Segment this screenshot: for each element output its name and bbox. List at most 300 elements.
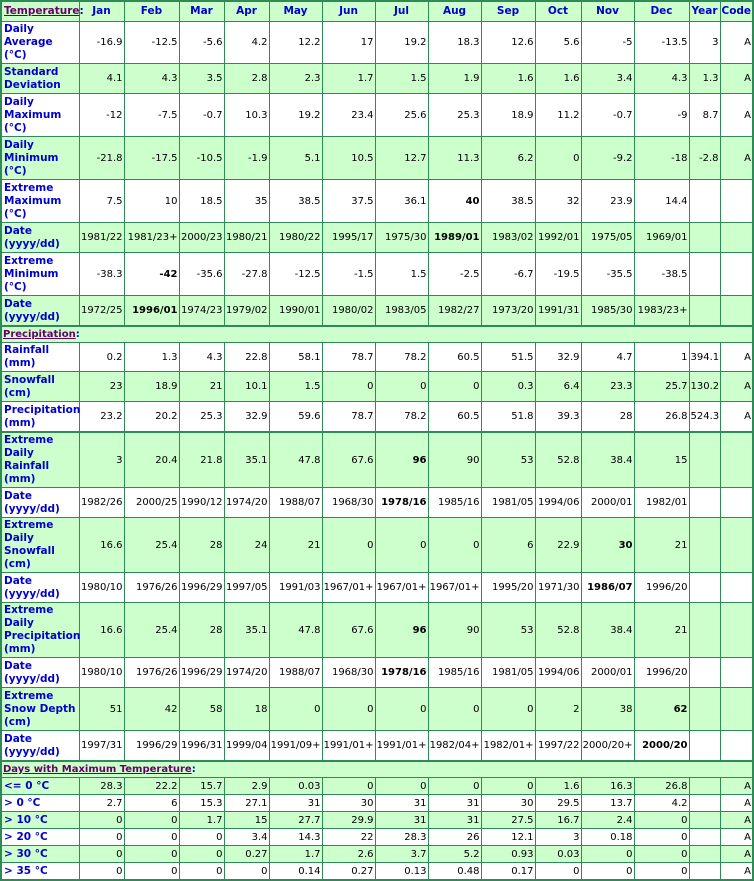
value-cell: 1991/01+ xyxy=(322,731,375,762)
value-cell: 0 xyxy=(322,778,375,795)
value-cell: 51 xyxy=(79,688,124,731)
value-cell: 1976/26 xyxy=(124,573,179,603)
year-cell xyxy=(689,603,720,658)
value-cell: 1.3 xyxy=(124,343,179,372)
year-cell xyxy=(689,863,720,881)
value-cell: 2000/23 xyxy=(179,223,224,253)
value-cell: 0 xyxy=(375,372,428,402)
value-cell: 3.5 xyxy=(179,64,224,94)
value-cell: 52.8 xyxy=(535,603,581,658)
table-row xyxy=(1,829,753,846)
value-cell: 1980/10 xyxy=(79,658,124,688)
value-cell: 29.9 xyxy=(322,812,375,829)
value-cell: 37.5 xyxy=(322,180,375,223)
row-label: Daily Average (°C) xyxy=(1,22,79,64)
year-cell xyxy=(689,488,720,518)
value-cell: 25.4 xyxy=(124,603,179,658)
value-cell: 0 xyxy=(79,812,124,829)
value-cell: 1982/27 xyxy=(428,296,481,327)
value-cell: 19.2 xyxy=(375,22,428,64)
value-cell: 12.6 xyxy=(481,22,535,64)
value-cell: 67.6 xyxy=(322,603,375,658)
code-cell: A xyxy=(720,402,753,433)
row-label: Date (yyyy/dd) xyxy=(1,573,79,603)
table-row xyxy=(1,343,753,372)
value-cell: 14.4 xyxy=(634,180,689,223)
value-cell: -9.2 xyxy=(581,137,634,180)
value-cell: 1973/20 xyxy=(481,296,535,327)
value-cell: 1980/21 xyxy=(224,223,269,253)
table-row xyxy=(1,64,753,94)
value-cell: 0 xyxy=(634,863,689,881)
code-cell xyxy=(720,658,753,688)
days-max-temperature-link[interactable]: Days with Maximum Temperature xyxy=(3,764,192,775)
value-cell: 58 xyxy=(179,688,224,731)
value-cell: 2.8 xyxy=(224,64,269,94)
value-cell: 5.1 xyxy=(269,137,322,180)
value-cell: 18.9 xyxy=(481,94,535,137)
table-row xyxy=(1,223,753,253)
value-cell: 0 xyxy=(428,518,481,573)
value-cell: 1978/16 xyxy=(375,658,428,688)
value-cell: 28 xyxy=(179,603,224,658)
year-cell: -2.8 xyxy=(689,137,720,180)
year-cell xyxy=(689,223,720,253)
value-cell: 0 xyxy=(322,372,375,402)
value-cell: 0 xyxy=(428,778,481,795)
value-cell: 0 xyxy=(481,778,535,795)
value-cell: 1994/06 xyxy=(535,658,581,688)
value-cell: 0 xyxy=(79,829,124,846)
value-cell: -5.6 xyxy=(179,22,224,64)
month-header-jan: Jan xyxy=(79,1,124,22)
value-cell: 32.9 xyxy=(224,402,269,433)
value-cell: 25.4 xyxy=(124,518,179,573)
section-precipitation xyxy=(1,326,753,343)
value-cell: 22 xyxy=(322,829,375,846)
value-cell: 52.8 xyxy=(535,432,581,488)
value-cell: 2000/20 xyxy=(634,731,689,762)
value-cell: -12.5 xyxy=(124,22,179,64)
value-cell: 11.3 xyxy=(428,137,481,180)
value-cell: 0 xyxy=(428,372,481,402)
value-cell: 1.5 xyxy=(375,64,428,94)
value-cell: 38.5 xyxy=(481,180,535,223)
month-header-may: May xyxy=(269,1,322,22)
value-cell: 1979/02 xyxy=(224,296,269,327)
value-cell: 30 xyxy=(481,795,535,812)
value-cell: 1980/02 xyxy=(322,296,375,327)
year-cell: 130.2 xyxy=(689,372,720,402)
temperature-link[interactable]: Temperature xyxy=(4,5,80,17)
value-cell: 0 xyxy=(269,688,322,731)
value-cell: 2000/25 xyxy=(124,488,179,518)
value-cell: 1.6 xyxy=(535,778,581,795)
value-cell: 1990/12 xyxy=(179,488,224,518)
value-cell: 23.4 xyxy=(322,94,375,137)
value-cell: 60.5 xyxy=(428,402,481,433)
value-cell: 31 xyxy=(428,812,481,829)
row-label: Precipitation (mm) xyxy=(1,402,79,433)
value-cell: 0.93 xyxy=(481,846,535,863)
value-cell: 17 xyxy=(322,22,375,64)
value-cell: 0 xyxy=(375,688,428,731)
row-label: Extreme Maximum (°C) xyxy=(1,180,79,223)
value-cell: 2.3 xyxy=(269,64,322,94)
year-cell xyxy=(689,432,720,488)
value-cell: 78.2 xyxy=(375,343,428,372)
code-cell xyxy=(720,296,753,327)
value-cell: 32 xyxy=(535,180,581,223)
table-row xyxy=(1,22,753,64)
value-cell: 1.5 xyxy=(375,253,428,296)
value-cell: 1971/30 xyxy=(535,573,581,603)
value-cell: 0 xyxy=(581,846,634,863)
value-cell: 4.1 xyxy=(79,64,124,94)
value-cell: 0 xyxy=(179,863,224,881)
year-cell xyxy=(689,731,720,762)
value-cell: 1996/29 xyxy=(124,731,179,762)
row-label: > 10 °C xyxy=(1,812,79,829)
row-label: <= 0 °C xyxy=(1,778,79,795)
value-cell: 1996/29 xyxy=(179,573,224,603)
value-cell: 3.4 xyxy=(224,829,269,846)
value-cell: 78.2 xyxy=(375,402,428,433)
value-cell: 16.6 xyxy=(79,518,124,573)
value-cell: 28.3 xyxy=(79,778,124,795)
value-cell: 16.6 xyxy=(79,603,124,658)
value-cell: 27.5 xyxy=(481,812,535,829)
code-cell: A xyxy=(720,795,753,812)
year-cell xyxy=(689,688,720,731)
value-cell: 18 xyxy=(224,688,269,731)
value-cell: -1.9 xyxy=(224,137,269,180)
table-row xyxy=(1,573,753,603)
code-cell xyxy=(720,573,753,603)
value-cell: 0 xyxy=(79,846,124,863)
table-row xyxy=(1,296,753,327)
value-cell: 0.17 xyxy=(481,863,535,881)
value-cell: 4.3 xyxy=(634,64,689,94)
value-cell: 21 xyxy=(269,518,322,573)
row-label: Extreme Daily Snowfall (cm) xyxy=(1,518,79,573)
value-cell: 0 xyxy=(124,846,179,863)
year-cell xyxy=(689,296,720,327)
value-cell: 1981/05 xyxy=(481,488,535,518)
code-cell xyxy=(720,731,753,762)
value-cell: 42 xyxy=(124,688,179,731)
value-cell: 1969/01 xyxy=(634,223,689,253)
value-cell: 59.6 xyxy=(269,402,322,433)
value-cell: 26.8 xyxy=(634,402,689,433)
value-cell: 20.4 xyxy=(124,432,179,488)
value-cell: 1983/05 xyxy=(375,296,428,327)
value-cell: 12.2 xyxy=(269,22,322,64)
colon: : xyxy=(79,5,84,17)
value-cell: 1996/29 xyxy=(179,658,224,688)
value-cell: 1.7 xyxy=(269,846,322,863)
value-cell: 26.8 xyxy=(634,778,689,795)
value-cell: 16.3 xyxy=(581,778,634,795)
month-header-mar: Mar xyxy=(179,1,224,22)
value-cell: 10.1 xyxy=(224,372,269,402)
value-cell: 3 xyxy=(535,829,581,846)
value-cell: 30 xyxy=(581,518,634,573)
header-row xyxy=(1,1,753,22)
table-row xyxy=(1,402,753,433)
value-cell: 1991/01+ xyxy=(375,731,428,762)
row-label: Daily Maximum (°C) xyxy=(1,94,79,137)
value-cell: 1967/01+ xyxy=(428,573,481,603)
value-cell: 3 xyxy=(79,432,124,488)
value-cell: 2000/01 xyxy=(581,488,634,518)
code-cell: A xyxy=(720,343,753,372)
row-label: Daily Minimum (°C) xyxy=(1,137,79,180)
value-cell: 0.03 xyxy=(535,846,581,863)
table-row xyxy=(1,372,753,402)
value-cell: 1983/23+ xyxy=(634,296,689,327)
value-cell: -35.6 xyxy=(179,253,224,296)
value-cell: 1968/30 xyxy=(322,658,375,688)
value-cell: 1982/26 xyxy=(79,488,124,518)
row-label: Extreme Daily Precipitation (mm) xyxy=(1,603,79,658)
value-cell: 1 xyxy=(634,343,689,372)
value-cell: 36.1 xyxy=(375,180,428,223)
row-label: Extreme Snow Depth (cm) xyxy=(1,688,79,731)
value-cell: -12 xyxy=(79,94,124,137)
section-row-precipitation xyxy=(1,326,753,343)
value-cell: 21 xyxy=(634,603,689,658)
value-cell: 0 xyxy=(322,688,375,731)
value-cell: 28 xyxy=(581,402,634,433)
value-cell: 1967/01+ xyxy=(375,573,428,603)
value-cell: 26 xyxy=(428,829,481,846)
value-cell: 27.1 xyxy=(224,795,269,812)
value-cell: 1981/22 xyxy=(79,223,124,253)
value-cell: 53 xyxy=(481,432,535,488)
value-cell: 22.2 xyxy=(124,778,179,795)
year-cell xyxy=(689,658,720,688)
value-cell: -13.5 xyxy=(634,22,689,64)
table-row xyxy=(1,94,753,137)
value-cell: 1985/30 xyxy=(581,296,634,327)
code-cell: A xyxy=(720,846,753,863)
value-cell: 21 xyxy=(634,518,689,573)
value-cell: 1991/31 xyxy=(535,296,581,327)
table-row xyxy=(1,488,753,518)
value-cell: 0 xyxy=(535,137,581,180)
value-cell: 1991/09+ xyxy=(269,731,322,762)
code-cell: A xyxy=(720,829,753,846)
value-cell: 1974/20 xyxy=(224,488,269,518)
value-cell: 0 xyxy=(224,863,269,881)
value-cell: -21.8 xyxy=(79,137,124,180)
value-cell: 35.1 xyxy=(224,603,269,658)
value-cell: -0.7 xyxy=(179,94,224,137)
value-cell: 18.5 xyxy=(179,180,224,223)
value-cell: 0 xyxy=(375,778,428,795)
value-cell: 0.2 xyxy=(79,343,124,372)
value-cell: 31 xyxy=(269,795,322,812)
value-cell: 2.9 xyxy=(224,778,269,795)
value-cell: 25.7 xyxy=(634,372,689,402)
row-label: Rainfall (mm) xyxy=(1,343,79,372)
value-cell: 1967/01+ xyxy=(322,573,375,603)
value-cell: 1988/07 xyxy=(269,488,322,518)
value-cell: 53 xyxy=(481,603,535,658)
value-cell: 1978/16 xyxy=(375,488,428,518)
value-cell: -42 xyxy=(124,253,179,296)
value-cell: 1997/22 xyxy=(535,731,581,762)
table-row xyxy=(1,731,753,762)
code-cell: A xyxy=(720,778,753,795)
value-cell: -38.5 xyxy=(634,253,689,296)
year-cell xyxy=(689,778,720,795)
value-cell: 1996/20 xyxy=(634,658,689,688)
month-header-feb: Feb xyxy=(124,1,179,22)
value-cell: 35 xyxy=(224,180,269,223)
value-cell: 1.7 xyxy=(179,812,224,829)
year-cell: 1.3 xyxy=(689,64,720,94)
code-cell: A xyxy=(720,137,753,180)
value-cell: -35.5 xyxy=(581,253,634,296)
value-cell: 4.7 xyxy=(581,343,634,372)
code-cell xyxy=(720,603,753,658)
value-cell: 12.7 xyxy=(375,137,428,180)
value-cell: 14.3 xyxy=(269,829,322,846)
value-cell: 0 xyxy=(481,688,535,731)
value-cell: 15 xyxy=(224,812,269,829)
code-header: Code xyxy=(720,1,753,22)
value-cell: 0.27 xyxy=(322,863,375,881)
value-cell: 4.3 xyxy=(124,64,179,94)
value-cell: 3.4 xyxy=(581,64,634,94)
value-cell: 2000/01 xyxy=(581,658,634,688)
value-cell: 1986/07 xyxy=(581,573,634,603)
value-cell: 4.2 xyxy=(224,22,269,64)
value-cell: 1981/23+ xyxy=(124,223,179,253)
month-header-dec: Dec xyxy=(634,1,689,22)
year-cell xyxy=(689,253,720,296)
value-cell: 0.18 xyxy=(581,829,634,846)
value-cell: 1995/17 xyxy=(322,223,375,253)
value-cell: 10 xyxy=(124,180,179,223)
table-row xyxy=(1,603,753,658)
value-cell: -6.7 xyxy=(481,253,535,296)
row-label: Extreme Minimum (°C) xyxy=(1,253,79,296)
value-cell: 10.3 xyxy=(224,94,269,137)
value-cell: 1982/01 xyxy=(634,488,689,518)
value-cell: 1981/05 xyxy=(481,658,535,688)
value-cell: 4.3 xyxy=(179,343,224,372)
row-label: Date (yyyy/dd) xyxy=(1,488,79,518)
value-cell: 0 xyxy=(634,829,689,846)
value-cell: 35.1 xyxy=(224,432,269,488)
value-cell: 78.7 xyxy=(322,343,375,372)
year-cell: 8.7 xyxy=(689,94,720,137)
value-cell: 15.3 xyxy=(179,795,224,812)
year-cell xyxy=(689,180,720,223)
value-cell: 12.1 xyxy=(481,829,535,846)
value-cell: 1975/05 xyxy=(581,223,634,253)
code-cell xyxy=(720,223,753,253)
value-cell: 2.4 xyxy=(581,812,634,829)
value-cell: 23.2 xyxy=(79,402,124,433)
value-cell: 23.9 xyxy=(581,180,634,223)
precipitation-link[interactable]: Precipitation xyxy=(3,329,76,340)
code-cell xyxy=(720,488,753,518)
value-cell: 0.48 xyxy=(428,863,481,881)
table-row xyxy=(1,846,753,863)
table-row xyxy=(1,253,753,296)
value-cell: 1.7 xyxy=(322,64,375,94)
value-cell: 1.6 xyxy=(535,64,581,94)
code-cell: A xyxy=(720,812,753,829)
year-cell: 3 xyxy=(689,22,720,64)
row-label: Date (yyyy/dd) xyxy=(1,296,79,327)
value-cell: -1.5 xyxy=(322,253,375,296)
table-row xyxy=(1,658,753,688)
row-label: Snowfall (cm) xyxy=(1,372,79,402)
value-cell: 28 xyxy=(179,518,224,573)
code-cell xyxy=(720,688,753,731)
year-cell xyxy=(689,846,720,863)
value-cell: 67.6 xyxy=(322,432,375,488)
value-cell: 1990/01 xyxy=(269,296,322,327)
value-cell: 78.7 xyxy=(322,402,375,433)
row-label: Standard Deviation xyxy=(1,64,79,94)
value-cell: 1974/23 xyxy=(179,296,224,327)
value-cell: 0.13 xyxy=(375,863,428,881)
value-cell: 25.6 xyxy=(375,94,428,137)
value-cell: 23.3 xyxy=(581,372,634,402)
row-label: > 0 °C xyxy=(1,795,79,812)
value-cell: 4.2 xyxy=(634,795,689,812)
row-label: Date (yyyy/dd) xyxy=(1,223,79,253)
value-cell: 51.8 xyxy=(481,402,535,433)
table-row xyxy=(1,518,753,573)
year-cell xyxy=(689,573,720,603)
value-cell: 20.2 xyxy=(124,402,179,433)
value-cell: 22.9 xyxy=(535,518,581,573)
value-cell: 1.6 xyxy=(481,64,535,94)
section-row-days-max-temperature xyxy=(1,761,753,778)
value-cell: 0 xyxy=(375,518,428,573)
value-cell: 1982/04+ xyxy=(428,731,481,762)
value-cell: 0 xyxy=(124,812,179,829)
value-cell: -0.7 xyxy=(581,94,634,137)
code-cell: A xyxy=(720,22,753,64)
value-cell: 0.27 xyxy=(224,846,269,863)
value-cell: -38.3 xyxy=(79,253,124,296)
value-cell: 25.3 xyxy=(428,94,481,137)
table-row xyxy=(1,432,753,488)
value-cell: 96 xyxy=(375,432,428,488)
section-days-max-temperature xyxy=(1,761,753,778)
table-row xyxy=(1,137,753,180)
value-cell: 18.9 xyxy=(124,372,179,402)
value-cell: 90 xyxy=(428,603,481,658)
value-cell: 1983/02 xyxy=(481,223,535,253)
value-cell: 0 xyxy=(179,846,224,863)
value-cell: 1999/04 xyxy=(224,731,269,762)
value-cell: 25.3 xyxy=(179,402,224,433)
value-cell: 6.2 xyxy=(481,137,535,180)
colon: : xyxy=(191,764,196,775)
value-cell: -19.5 xyxy=(535,253,581,296)
value-cell: 1992/01 xyxy=(535,223,581,253)
year-cell xyxy=(689,795,720,812)
